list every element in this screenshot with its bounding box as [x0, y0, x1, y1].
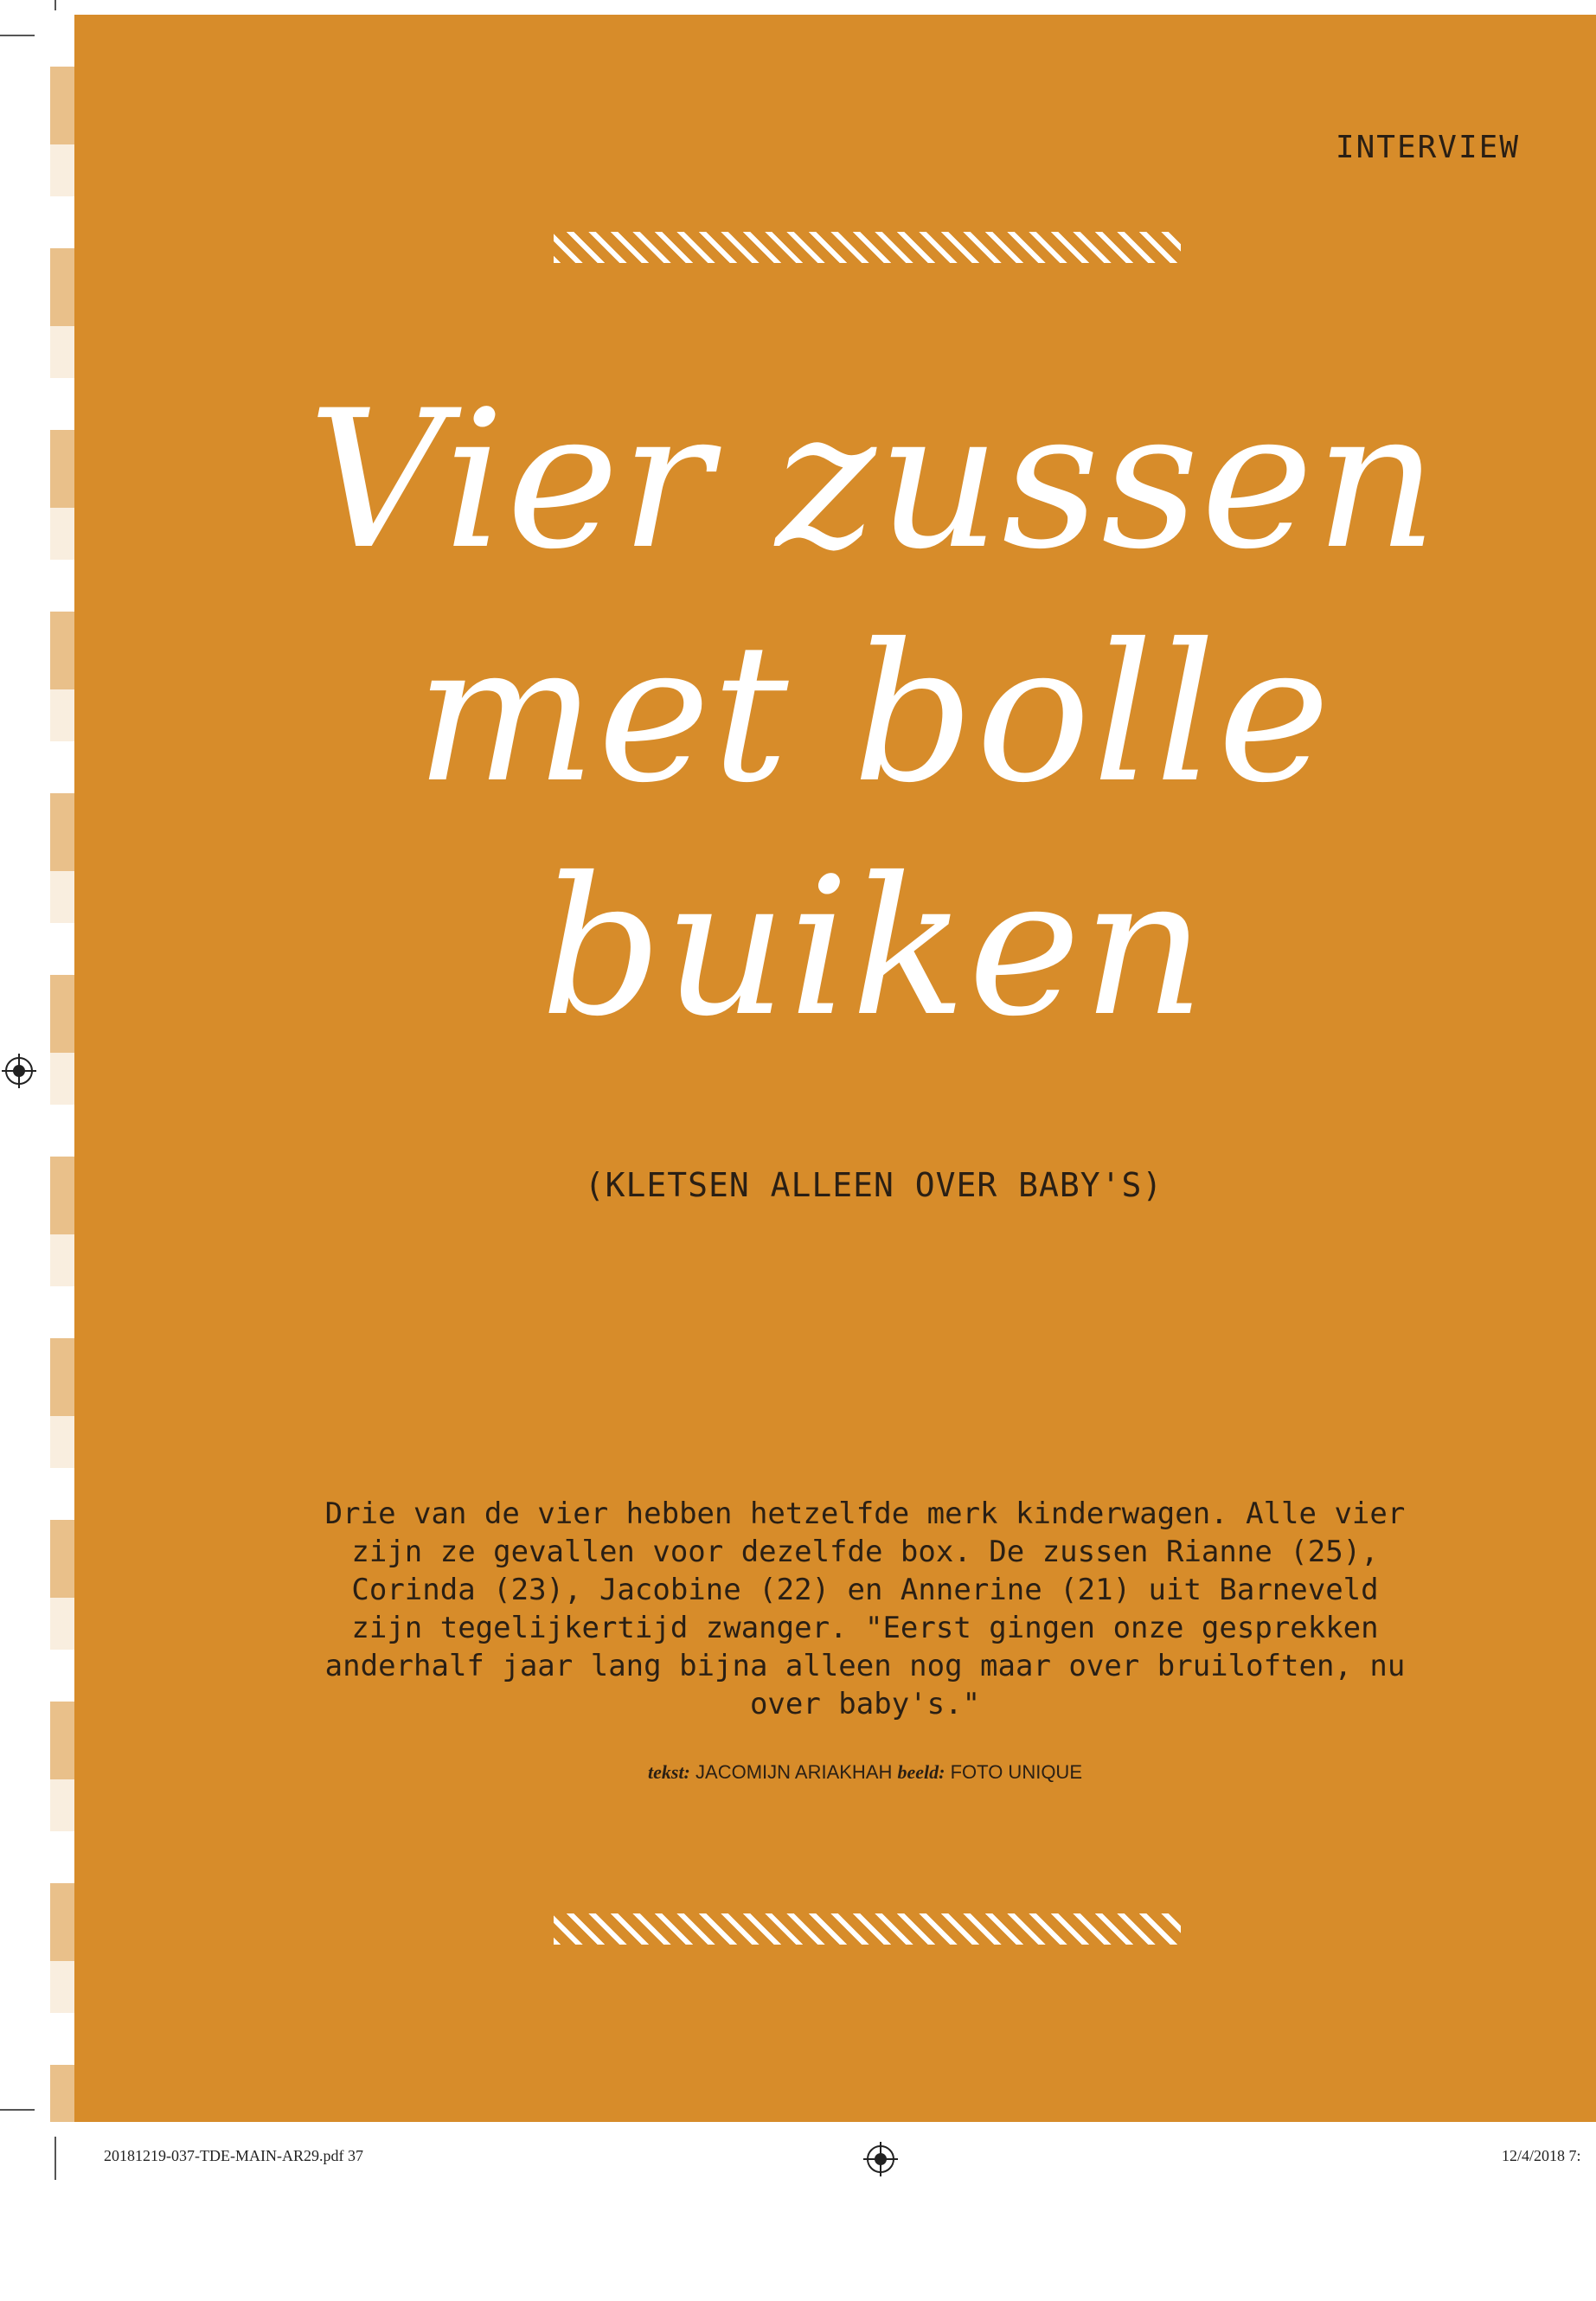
title-line: met bolle: [415, 603, 1332, 824]
registration-mark-icon: [5, 1057, 33, 1085]
decorative-hatch-bottom: [554, 1913, 1181, 1945]
article-subtitle: (KLETSEN ALLEEN OVER BABY'S): [584, 1166, 1163, 1204]
credit-image-value: FOTO UNIQUE: [950, 1761, 1082, 1783]
article-intro: Drie van de vier hebben hetzelfde merk kinderwagen. Alle vier zijn ze gevallen voor dezelfde box. De zussen Rianne (25), Corinda (23), Jacobine (22) en Annerine (21) uit Barneveld zijn tegelijkertijd zwanger. "Eerst gingen onze gesprekken anderhalf jaar lang bijna alleen nog maar over bruiloften, nu over baby's.": [324, 1497, 1406, 1721]
registration-mark-icon: [867, 2145, 894, 2173]
crop-mark: [0, 2109, 35, 2111]
article-credits: [320, 1761, 1410, 1784]
crop-mark: [0, 35, 35, 36]
footer-date: 12/4/2018 7:: [1502, 2147, 1581, 2164]
crop-mark: [54, 0, 56, 10]
section-label: INTERVIEW: [1335, 130, 1520, 165]
page-background: [74, 15, 1596, 2122]
title-line: buiken: [540, 836, 1208, 1058]
title-line: Vier zussen: [308, 369, 1439, 591]
page-edge-texture: [50, 15, 74, 2122]
credit-text-value: JACOMIJN ARIAKHAH: [695, 1761, 893, 1783]
footer-file-info: 20181219-037-TDE-MAIN-AR29.pdf 37: [104, 2147, 363, 2164]
credit-text-label: tekst:: [648, 1761, 690, 1783]
credit-image-label: beeld:: [897, 1761, 945, 1783]
article-title: [260, 363, 1488, 1064]
crop-mark: [54, 2137, 56, 2180]
decorative-hatch-top: [554, 232, 1181, 263]
